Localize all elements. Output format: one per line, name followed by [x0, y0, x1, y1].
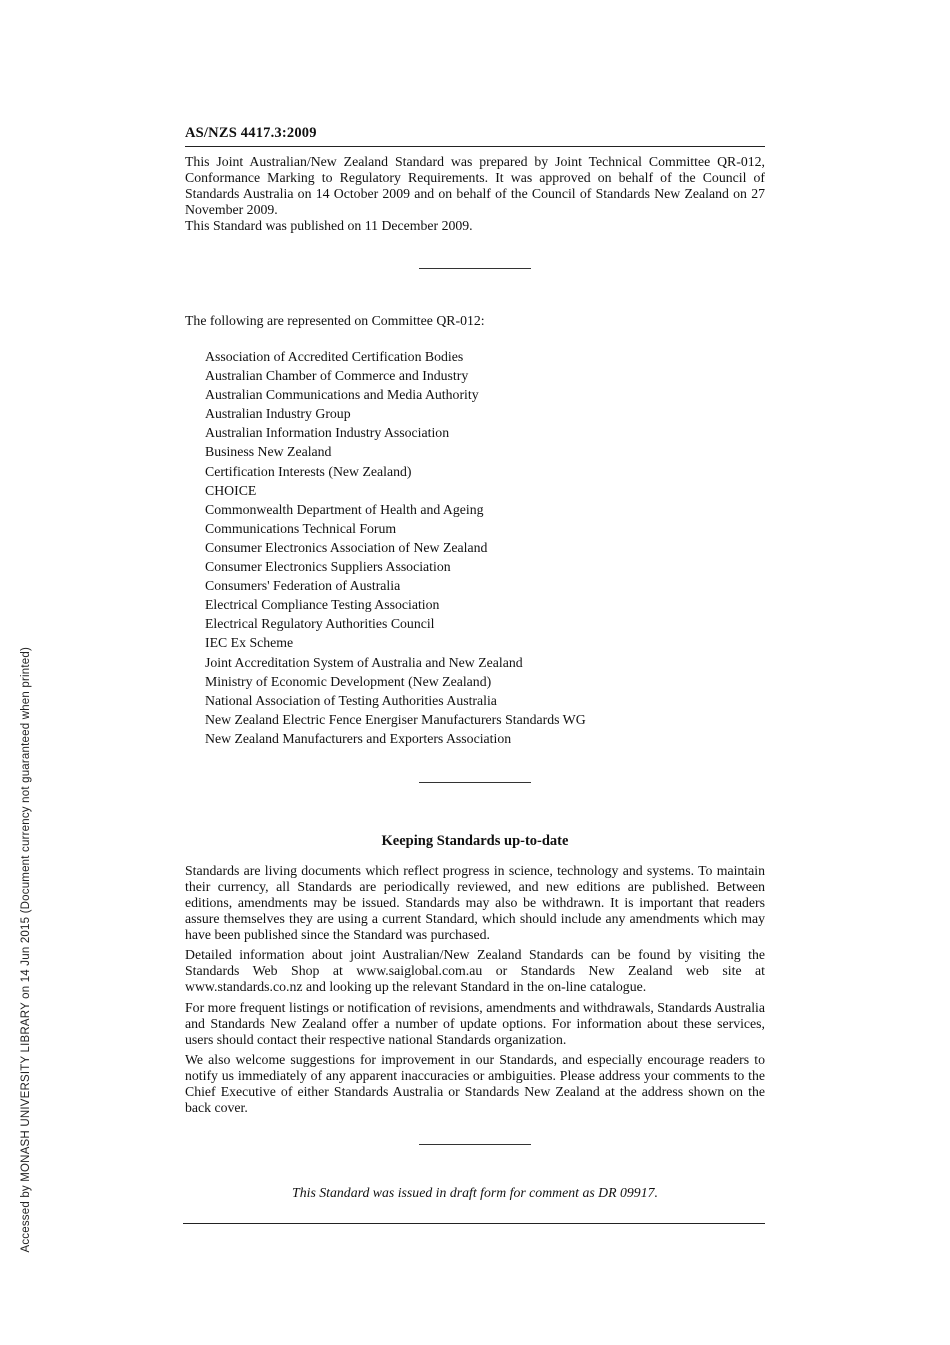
committee-intro-line: The following are represented on Committee QR-012: [185, 313, 485, 328]
keeping-standards-heading: Keeping Standards up-to-date [381, 832, 569, 849]
committee-member: IEC Ex Scheme [205, 635, 294, 651]
committee-member: Consumer Electronics Association of New Zealand [205, 539, 488, 555]
committee-member: Australian Communications and Media Authority [205, 387, 479, 403]
committee-member: CHOICE [205, 482, 257, 498]
committee-member: Australian Information Industry Association [205, 425, 450, 441]
committee-member: Electrical Compliance Testing Association [205, 597, 440, 613]
committee-member: New Zealand Manufacturers and Exporters Association [205, 730, 512, 746]
committee-member: Joint Accreditation System of Australia and New Zealand [205, 654, 523, 670]
committee-member: Consumers' Federation of Australia [205, 578, 401, 594]
committee-member: Ministry of Economic Development (New Zealand) [205, 673, 492, 689]
committee-member: Communications Technical Forum [205, 520, 397, 536]
keeping-paragraph: We also welcome suggestions for improvement in our Standards, and especially encourage readers to notify us immediately of any apparent inaccuracies or ambiguities. Please address your comments to the Chief Executive of either Standards Australia or Standards New Zealand at the address shown on the back cover. [185, 1052, 765, 1116]
page-content [185, 125, 765, 1224]
published-date-line: This Standard was published on 11 December 2009. [185, 218, 473, 233]
section-divider [419, 1144, 531, 1145]
keeping-paragraph: Detailed information about joint Australian/New Zealand Standards can be found by visiting the Standards Web Shop at www.saiglobal.com.au or Standards New Zealand web site at www.standards.co.nz and looking up the relevant Standard in the on-line catalogue. [185, 947, 765, 995]
keeping-standards-section [185, 863, 765, 1117]
draft-comment-note: This Standard was issued in draft form for comment as DR 09917. [292, 1185, 658, 1201]
keeping-paragraph: Standards are living documents which reflect progress in science, technology and systems. To maintain their currency, all Standards are periodically reviewed, and new editions are published. Between editions, amendments may be issued. Standards may also be withdrawn. It is important that readers assure themselves they are using a current Standard, which should include any amendments which may have been published since the Standard was purchased. [185, 862, 765, 942]
committee-member-list [185, 347, 765, 748]
keeping-paragraph: For more frequent listings or notification of revisions, amendments and withdrawals, Standards Australia and Standards New Zealand offer a number of update options. For information about these services, users should contact their respective national Standards organization. [185, 999, 765, 1047]
preparation-paragraph: This Joint Australian/New Zealand Standard was prepared by Joint Technical Committee QR-012, Conformance Marking to Regulatory Requirements. It was approved on behalf of the Council of Standards Australia on 14 October 2009 and on behalf of the Council of Standards New Zealand on 27 November 2009. [185, 154, 765, 217]
committee-member: National Association of Testing Authorities Australia [205, 692, 497, 708]
section-divider [419, 268, 531, 269]
committee-member: Commonwealth Department of Health and Ageing [205, 501, 484, 517]
committee-member: Australian Chamber of Commerce and Industry [205, 368, 469, 384]
committee-member: Australian Industry Group [205, 406, 351, 422]
committee-member: Electrical Regulatory Authorities Council [205, 616, 435, 632]
committee-member: Association of Accredited Certification Bodies [205, 349, 464, 364]
committee-member: New Zealand Electric Fence Energiser Manufacturers Standards WG [205, 711, 586, 727]
library-access-vertical-text: Accessed by MONASH UNIVERSITY LIBRARY on 14 Jun 2015 (Document currency not guaranteed when printed) [20, 647, 32, 1253]
header-rule [185, 146, 765, 147]
committee-member: Business New Zealand [205, 444, 332, 460]
section-divider [419, 782, 531, 783]
committee-member: Consumer Electronics Suppliers Association [205, 559, 451, 575]
committee-member: Certification Interests (New Zealand) [205, 463, 412, 479]
footer-rule [183, 1223, 765, 1224]
standard-code-heading: AS/NZS 4417.3:2009 [185, 125, 317, 141]
